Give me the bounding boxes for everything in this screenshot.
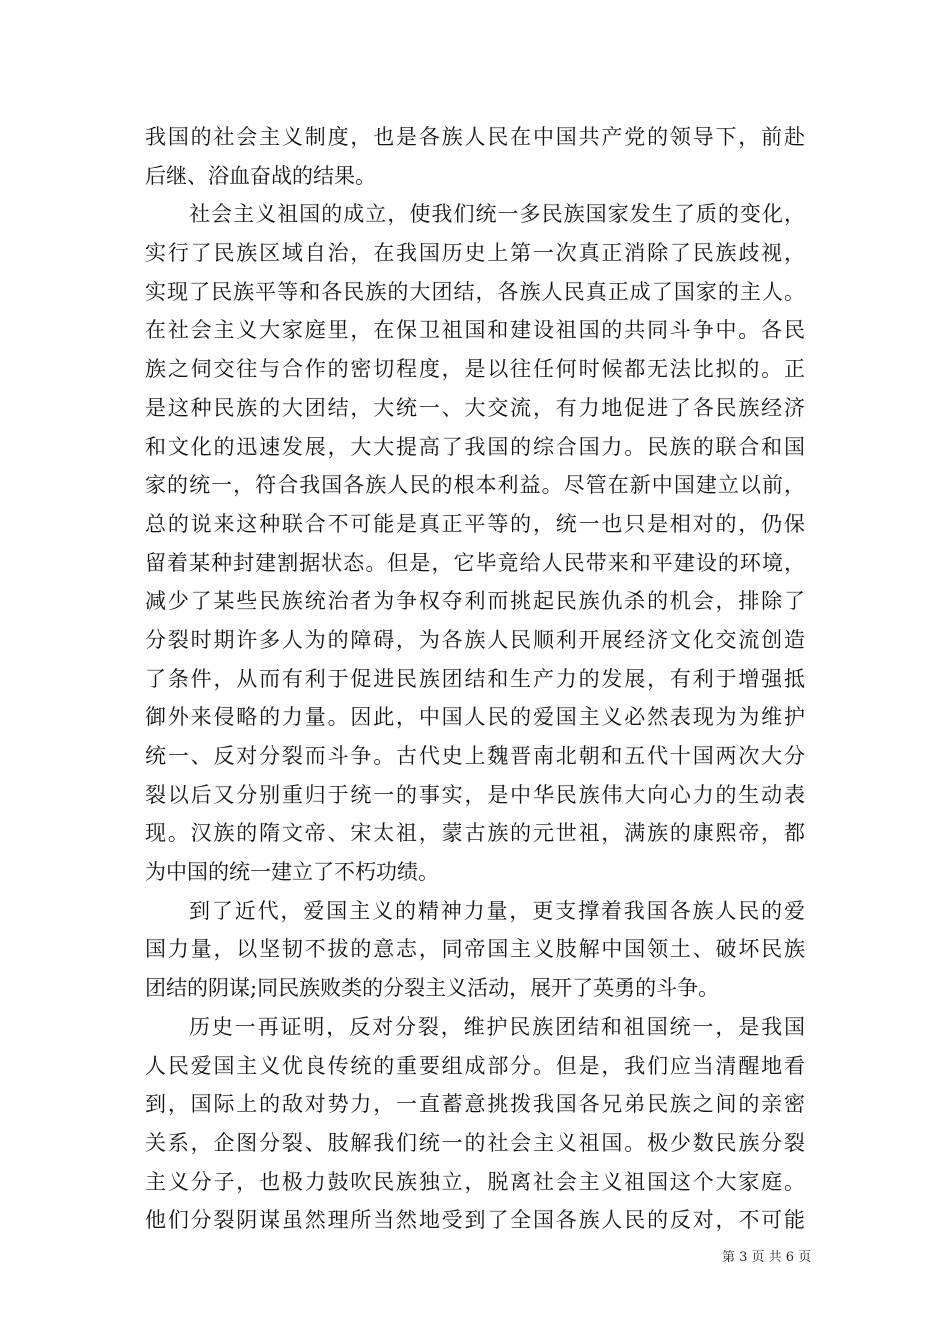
text-line: 我国的社会主义制度，也是各族人民在中国共产党的领导下，前赴 <box>145 125 805 149</box>
text-line: 留着某种封建割据状态。但是，它毕竟给人民带来和平建设的环境， <box>145 550 805 575</box>
text-line: 御外来侵略的力量。因此，中国人民的爱国主义必然表现为为维护 <box>145 705 805 730</box>
text-line: 裂以后又分别重归于统一的事实，是中华民族伟大向心力的生动表 <box>145 782 805 807</box>
text-line: 实现了民族平等和各民族的大团结，各族人民真正成了国家的主人。 <box>145 279 805 304</box>
text-line: 到，国际上的敌对势力，一直蓄意挑拨我国各兄弟民族之间的亲密 <box>145 1092 805 1117</box>
text-line: 现。汉族的隋文帝、宋太祖，蒙古族的元世祖，满族的康熙帝，都 <box>145 821 805 846</box>
text-line: 统一、反对分裂而斗争。古代史上魏晋南北朝和五代十国两次大分 <box>145 744 805 768</box>
page-number-footer: 第 3 页 共 6 页 <box>722 1250 812 1265</box>
text-line: 国力量，以坚韧不拔的意志，同帝国主义肢解中国领土、破坏民族 <box>145 937 805 962</box>
text-line: 实行了民族区域自治，在我国历史上第一次真正消除了民族歧视， <box>145 241 805 266</box>
text-line: 为中国的统一建立了不朽功绩。 <box>145 860 439 885</box>
text-line: 和文化的迅速发展，大大提高了我国的综合国力。民族的联合和国 <box>145 434 805 459</box>
text-line: 历史一再证明，反对分裂，维护民族团结和祖国统一，是我国 <box>189 1014 805 1039</box>
text-line: 主义分子，也极力鼓吹民族独立，脱离社会主义祖国这个大家庭。 <box>145 1169 805 1194</box>
text-line: 减少了某些民族统治者为争权夺利而挑起民族仇杀的机会，排除了 <box>145 589 805 614</box>
text-line: 团结的阴谋;同民族败类的分裂主义活动，展开了英勇的斗争。 <box>145 976 720 1001</box>
text-line: 后继、浴血奋战的结果。 <box>145 163 376 188</box>
text-line: 关系，企图分裂、肢解我们统一的社会主义祖国。极少数民族分裂 <box>145 1130 805 1155</box>
text-line: 人民爱国主义优良传统的重要组成部分。但是，我们应当清醒地看 <box>145 1053 805 1078</box>
text-line: 社会主义祖国的成立，使我们统一多民族国家发生了质的变化， <box>189 202 805 227</box>
text-line: 是这种民族的大团结，大统一、大交流，有力地促进了各民族经济 <box>145 395 805 420</box>
text-line: 族之伺交往与合作的密切程度，是以往任何时候都无法比拟的。正 <box>145 357 805 382</box>
document-body <box>145 118 805 1240</box>
text-line: 他们分裂阴谋虽然理所当然地受到了全国各族人民的反对，不可能 <box>145 1208 805 1233</box>
text-line: 到了近代，爱国主义的精神力量，更支撑着我国各族人民的爱 <box>189 898 805 923</box>
text-line: 了条件，从而有利于促进民族团结和生产力的发展，有利于增强抵 <box>145 666 805 691</box>
text-line: 总的说来这种联合不可能是真正平等的，统一也只是相对的，仍保 <box>145 511 805 536</box>
text-line: 分裂时期许多人为的障碍，为各族人民顺利开展经济文化交流创造 <box>145 627 805 652</box>
text-line: 在社会主义大家庭里，在保卫祖国和建设祖国的共同斗争中。各民 <box>145 318 805 343</box>
text-line: 家的统一，符合我国各族人民的根本利益。尽管在新中国建立以前， <box>145 473 805 498</box>
